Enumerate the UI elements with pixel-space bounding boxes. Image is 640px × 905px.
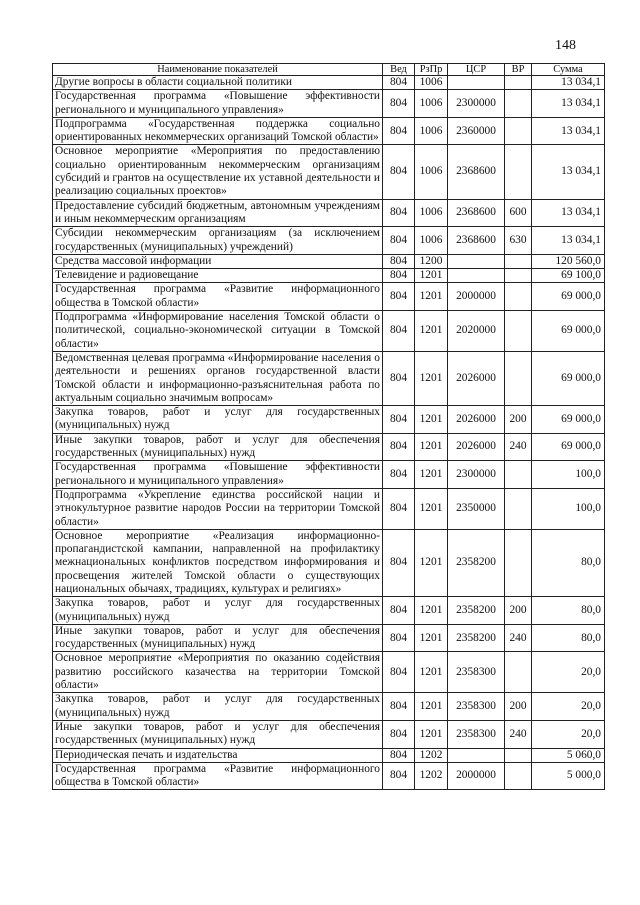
cell-sum: 13 034,1 — [532, 199, 605, 227]
cell-sum: 20,0 — [532, 720, 605, 748]
cell-name: Государственная программа «Повышение эффективности регионального и муниципального управления» — [53, 90, 383, 118]
cell-vr — [505, 90, 532, 118]
header-ved: Вед — [383, 64, 415, 76]
cell-csr: 2000000 — [448, 762, 505, 790]
cell-name: Средства массовой информации — [53, 254, 383, 268]
cell-ved: 804 — [383, 406, 415, 434]
table-row — [53, 90, 605, 118]
cell-sum: 20,0 — [532, 693, 605, 721]
cell-sum: 100,0 — [532, 461, 605, 489]
cell-rzpr: 1202 — [415, 748, 448, 762]
cell-csr: 2026000 — [448, 433, 505, 461]
cell-rzpr: 1201 — [415, 311, 448, 352]
cell-ved: 804 — [383, 652, 415, 693]
cell-rzpr: 1006 — [415, 145, 448, 199]
table-body — [53, 76, 605, 790]
cell-csr — [448, 748, 505, 762]
cell-ved: 804 — [383, 488, 415, 529]
cell-name: Подпрограмма «Укрепление единства российской нации и этнокультурное развитие народов России на территории Томской области» — [53, 488, 383, 529]
cell-sum: 120 560,0 — [532, 254, 605, 268]
cell-ved: 804 — [383, 433, 415, 461]
table-header-row — [53, 64, 605, 76]
cell-vr — [505, 529, 532, 596]
table-row — [53, 269, 605, 283]
cell-name: Государственная программа «Повышение эффективности регионального и муниципального управления» — [53, 461, 383, 489]
cell-ved: 804 — [383, 199, 415, 227]
cell-ved: 804 — [383, 597, 415, 625]
cell-vr — [505, 283, 532, 311]
table-row — [53, 624, 605, 652]
table-row — [53, 199, 605, 227]
cell-sum: 69 000,0 — [532, 311, 605, 352]
cell-ved: 804 — [383, 624, 415, 652]
cell-ved: 804 — [383, 748, 415, 762]
cell-sum: 69 000,0 — [532, 283, 605, 311]
cell-rzpr: 1202 — [415, 762, 448, 790]
cell-ved: 804 — [383, 529, 415, 596]
table-row — [53, 720, 605, 748]
table-row — [53, 227, 605, 255]
cell-rzpr: 1201 — [415, 488, 448, 529]
cell-csr: 2358200 — [448, 597, 505, 625]
cell-rzpr: 1201 — [415, 461, 448, 489]
cell-sum: 80,0 — [532, 529, 605, 596]
cell-rzpr: 1201 — [415, 597, 448, 625]
table-row — [53, 117, 605, 145]
cell-ved: 804 — [383, 283, 415, 311]
cell-vr: 630 — [505, 227, 532, 255]
cell-sum: 13 034,1 — [532, 117, 605, 145]
cell-ved: 804 — [383, 461, 415, 489]
cell-csr: 2350000 — [448, 488, 505, 529]
table-row — [53, 254, 605, 268]
header-csr: ЦСР — [448, 64, 505, 76]
cell-name: Телевидение и радиовещание — [53, 269, 383, 283]
cell-sum: 80,0 — [532, 597, 605, 625]
cell-sum: 5 000,0 — [532, 762, 605, 790]
cell-sum: 69 000,0 — [532, 433, 605, 461]
cell-rzpr: 1201 — [415, 652, 448, 693]
cell-vr: 200 — [505, 693, 532, 721]
table-row — [53, 311, 605, 352]
cell-name: Периодическая печать и издательства — [53, 748, 383, 762]
cell-rzpr: 1006 — [415, 76, 448, 90]
cell-ved: 804 — [383, 762, 415, 790]
cell-vr: 240 — [505, 720, 532, 748]
cell-name: Предоставление субсидий бюджетным, автономным учреждениям и иным некоммерческим организациям — [53, 199, 383, 227]
cell-vr — [505, 117, 532, 145]
cell-vr: 240 — [505, 624, 532, 652]
cell-ved: 804 — [383, 311, 415, 352]
cell-csr: 2020000 — [448, 311, 505, 352]
table-row — [53, 145, 605, 199]
cell-rzpr: 1006 — [415, 227, 448, 255]
cell-csr — [448, 254, 505, 268]
cell-csr: 2026000 — [448, 406, 505, 434]
table-row — [53, 748, 605, 762]
cell-csr: 2368600 — [448, 199, 505, 227]
cell-vr — [505, 76, 532, 90]
cell-sum: 5 060,0 — [532, 748, 605, 762]
cell-name: Закупка товаров, работ и услуг для государственных (муниципальных) нужд — [53, 406, 383, 434]
cell-csr: 2358300 — [448, 720, 505, 748]
cell-name: Государственная программа «Развитие информационного общества в Томской области» — [53, 283, 383, 311]
table-row — [53, 433, 605, 461]
cell-rzpr: 1201 — [415, 624, 448, 652]
cell-ved: 804 — [383, 351, 415, 405]
cell-sum: 100,0 — [532, 488, 605, 529]
table-row — [53, 529, 605, 596]
cell-name: Субсидии некоммерческим организациям (за исключением государственных (муниципальных) учреждений) — [53, 227, 383, 255]
cell-rzpr: 1201 — [415, 693, 448, 721]
cell-rzpr: 1201 — [415, 283, 448, 311]
cell-csr: 2026000 — [448, 351, 505, 405]
cell-vr — [505, 762, 532, 790]
cell-vr — [505, 254, 532, 268]
cell-csr: 2300000 — [448, 461, 505, 489]
cell-vr: 600 — [505, 199, 532, 227]
header-name: Наименование показателей — [53, 64, 383, 76]
cell-ved: 804 — [383, 720, 415, 748]
cell-vr — [505, 461, 532, 489]
cell-sum: 69 100,0 — [532, 269, 605, 283]
cell-rzpr: 1201 — [415, 433, 448, 461]
cell-vr — [505, 351, 532, 405]
cell-vr — [505, 311, 532, 352]
cell-name: Основное мероприятие «Мероприятия по предоставлению социально ориентированным некоммерческим организациям субсидий и грантов на осуществление их уставной деятельности и реализацию социальных проектов» — [53, 145, 383, 199]
table-row — [53, 406, 605, 434]
cell-name: Иные закупки товаров, работ и услуг для обеспечения государственных (муниципальных) нужд — [53, 720, 383, 748]
cell-ved: 804 — [383, 227, 415, 255]
cell-name: Другие вопросы в области социальной политики — [53, 76, 383, 90]
cell-ved: 804 — [383, 76, 415, 90]
cell-csr: 2368600 — [448, 227, 505, 255]
cell-sum: 13 034,1 — [532, 227, 605, 255]
cell-name: Закупка товаров, работ и услуг для государственных (муниципальных) нужд — [53, 597, 383, 625]
cell-name: Подпрограмма «Государственная поддержка социально ориентированных некоммерческих организаций Томской области» — [53, 117, 383, 145]
cell-rzpr: 1201 — [415, 720, 448, 748]
cell-name: Закупка товаров, работ и услуг для государственных (муниципальных) нужд — [53, 693, 383, 721]
cell-rzpr: 1201 — [415, 406, 448, 434]
cell-sum: 69 000,0 — [532, 406, 605, 434]
cell-name: Основное мероприятие «Мероприятия по оказанию содействия развитию российского казачества на территории Томской области» — [53, 652, 383, 693]
cell-name: Иные закупки товаров, работ и услуг для обеспечения государственных (муниципальных) нужд — [53, 624, 383, 652]
cell-csr — [448, 269, 505, 283]
table-row — [53, 693, 605, 721]
cell-rzpr: 1006 — [415, 199, 448, 227]
cell-csr: 2360000 — [448, 117, 505, 145]
cell-csr: 2368600 — [448, 145, 505, 199]
table-row — [53, 76, 605, 90]
cell-rzpr: 1200 — [415, 254, 448, 268]
cell-vr — [505, 145, 532, 199]
cell-csr: 2300000 — [448, 90, 505, 118]
cell-sum: 13 034,1 — [532, 76, 605, 90]
cell-vr: 240 — [505, 433, 532, 461]
cell-vr: 200 — [505, 406, 532, 434]
cell-vr — [505, 269, 532, 283]
cell-ved: 804 — [383, 117, 415, 145]
table-row — [53, 283, 605, 311]
cell-sum: 80,0 — [532, 624, 605, 652]
cell-ved: 804 — [383, 254, 415, 268]
table-row — [53, 461, 605, 489]
cell-csr: 2358200 — [448, 624, 505, 652]
cell-sum: 20,0 — [532, 652, 605, 693]
cell-vr — [505, 652, 532, 693]
table-row — [53, 762, 605, 790]
cell-csr: 2000000 — [448, 283, 505, 311]
header-vr: ВР — [505, 64, 532, 76]
cell-vr: 200 — [505, 597, 532, 625]
cell-rzpr: 1201 — [415, 351, 448, 405]
table-row — [53, 597, 605, 625]
table-row — [53, 351, 605, 405]
table-row — [53, 488, 605, 529]
cell-csr: 2358200 — [448, 529, 505, 596]
cell-name: Иные закупки товаров, работ и услуг для обеспечения государственных (муниципальных) нужд — [53, 433, 383, 461]
cell-sum: 13 034,1 — [532, 90, 605, 118]
cell-vr — [505, 488, 532, 529]
cell-csr: 2358300 — [448, 652, 505, 693]
cell-vr — [505, 748, 532, 762]
cell-name: Основное мероприятие «Реализация информационно-пропагандистской кампании, направленной на профилактику межнациональных конфликтов посредством информирования и просвещения жителей Томской области о существующих национальных обычаях, традициях, культурах и религиях» — [53, 529, 383, 596]
header-sum: Сумма — [532, 64, 605, 76]
cell-name: Ведомственная целевая программа «Информирование населения о деятельности и решениях органов государственной власти Томской области и информационно-разъяснительная работа по актуальным социально значимым вопросам» — [53, 351, 383, 405]
cell-sum: 69 000,0 — [532, 351, 605, 405]
header-rzpr: РзПр — [415, 64, 448, 76]
cell-ved: 804 — [383, 145, 415, 199]
cell-ved: 804 — [383, 693, 415, 721]
cell-rzpr: 1006 — [415, 90, 448, 118]
budget-table — [52, 63, 605, 790]
cell-rzpr: 1201 — [415, 269, 448, 283]
cell-rzpr: 1201 — [415, 529, 448, 596]
cell-rzpr: 1006 — [415, 117, 448, 145]
cell-ved: 804 — [383, 269, 415, 283]
cell-name: Подпрограмма «Информирование населения Томской области о политической, социально-экономической ситуации в Томской области» — [53, 311, 383, 352]
cell-sum: 13 034,1 — [532, 145, 605, 199]
cell-csr: 2358300 — [448, 693, 505, 721]
cell-ved: 804 — [383, 90, 415, 118]
cell-name: Государственная программа «Развитие информационного общества в Томской области» — [53, 762, 383, 790]
page-number: 148 — [555, 38, 576, 53]
table-row — [53, 652, 605, 693]
cell-csr — [448, 76, 505, 90]
